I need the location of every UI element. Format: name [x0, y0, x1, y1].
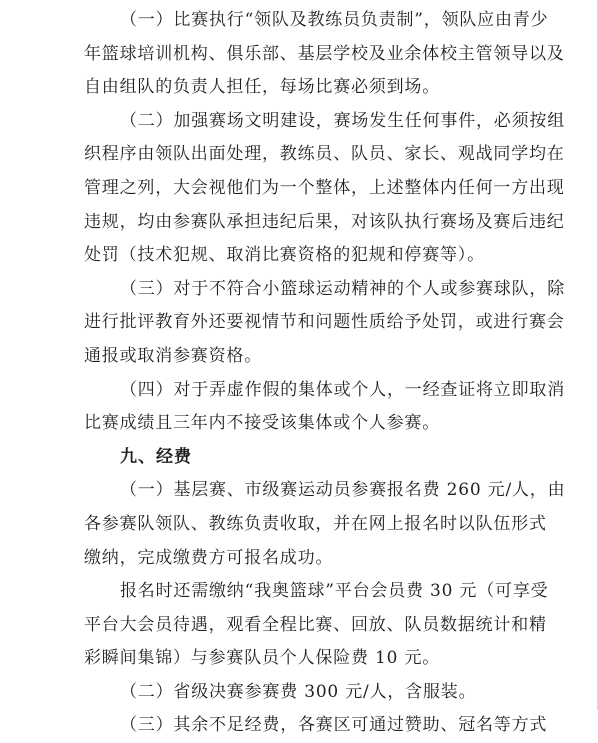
paragraph-line: （三）对于不符合小篮球运动精神的个人或参赛球队，除 [120, 278, 565, 299]
paragraph-line: （二）省级决赛参赛费 300 元/人，含服装。 [120, 681, 477, 702]
paragraph-line: 处罚（技术犯规、取消比赛资格的犯规和停赛等）。 [84, 245, 485, 266]
paragraph-line: （二）加强赛场文明建设，赛场发生任何事件，必须按组 [120, 110, 565, 131]
paragraph-line: 各参赛队领队、教练负责收取，并在网上报名时以队伍形式 [84, 513, 547, 534]
paragraph-line: （三）其余不足经费，各赛区可通过赞助、冠名等方式 [120, 715, 548, 736]
paragraph-line: 违规，均由参赛队承担违纪后果，对该队执行赛场及赛后违纪 [84, 211, 565, 232]
paragraph-line: （四）对于弄虚作假的集体或个人，一经查证将立即取消 [120, 379, 565, 400]
paragraph-line: 管理之列，大会视他们为一个整体，上述整体内任何一方出现 [84, 177, 565, 198]
paragraph-line: （一）比赛执行“领队及教练员负责制”，领队应由青少 [120, 10, 549, 30]
paragraph-line: 通报或取消参赛资格。 [84, 345, 262, 366]
paragraph-line: 织程序由领队出面处理，教练员、队员、家长、观战同学均在 [84, 144, 565, 165]
paragraph-line: 缴纳，完成缴费方可报名成功。 [84, 547, 334, 568]
paragraph-line: 年篮球培训机构、俱乐部、基层学校及业余体校主管领导以及 [84, 43, 565, 64]
paragraph-line: 自由组队的负责人担任，每场比赛必须到场。 [84, 77, 440, 98]
section-heading: 九、经费 [120, 446, 192, 467]
paragraph-line: 比赛成绩且三年内不接受该集体或个人参赛。 [84, 413, 440, 434]
paragraph-line: 彩瞬间集锦）与参赛队员个人保险费 10 元。 [84, 648, 441, 669]
document-body [84, 4, 566, 743]
paragraph-line: 平台大会员待遇，观看全程比赛、回放、队员数据统计和精 [84, 614, 547, 635]
paragraph-line: （一）基层赛、市级赛运动员参赛报名费 260 元/人，由 [120, 480, 566, 501]
paragraph-line: 报名时还需缴纳“我奥篮球”平台会员费 30 元（可享受 [120, 581, 549, 602]
paragraph-line: 进行批评教育外还要视情节和问题性质给予处罚，或进行赛会 [84, 312, 565, 333]
